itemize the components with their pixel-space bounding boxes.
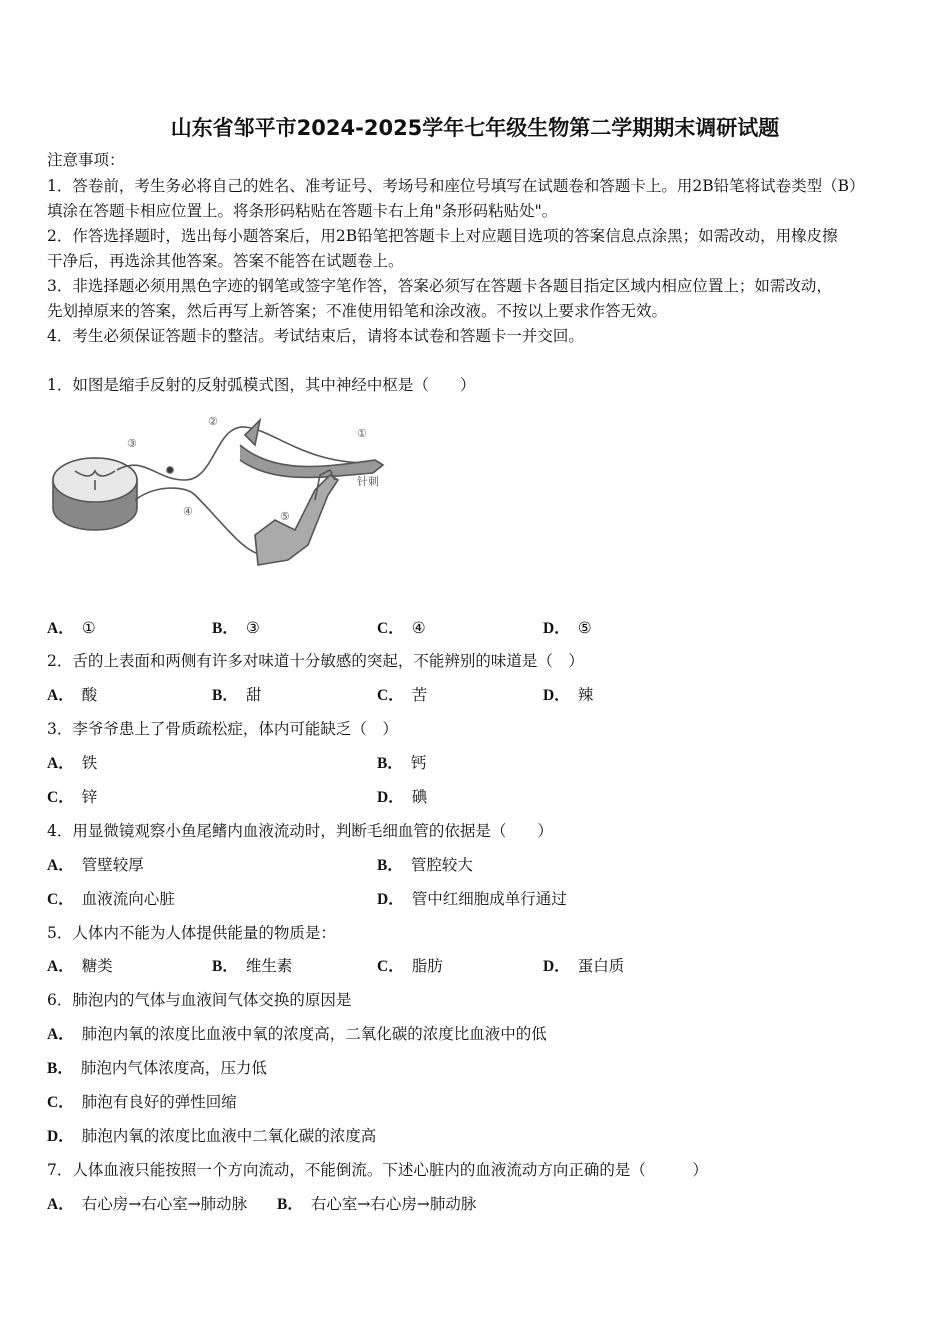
option-key: B． <box>212 958 238 975</box>
option-key: C． <box>377 620 404 637</box>
option-text: 维生素 <box>245 957 293 975</box>
option-c[interactable] <box>377 956 443 977</box>
option-text: ① <box>81 619 96 637</box>
option-key: D． <box>47 1128 74 1145</box>
option-text: ⑤ <box>577 619 592 637</box>
notice-line: 干净后，再选涂其他答案。答案不能答在试题卷上。 <box>47 252 404 270</box>
option-d[interactable] <box>543 618 592 639</box>
option-text: ④ <box>411 619 426 637</box>
option-b[interactable] <box>212 956 292 977</box>
option-text: 血液流向心脏 <box>81 890 175 908</box>
option-text: 肺泡内氧的浓度比血液中二氧化碳的浓度高 <box>81 1127 377 1145</box>
option-text: ③ <box>245 619 260 637</box>
option-c[interactable] <box>47 787 97 808</box>
option-c[interactable] <box>377 685 427 706</box>
option-b[interactable] <box>377 753 426 774</box>
notice-line: 2．作答选择题时，选出每小题答案后，用2B铅笔把答题卡上对应题目选项的答案信息点涂黑；如需改动，用橡皮擦 <box>47 227 838 245</box>
option-a[interactable] <box>47 1194 247 1215</box>
option-key: D． <box>543 620 570 637</box>
option-key: B． <box>277 1196 303 1213</box>
figure-label: ④ <box>183 505 193 518</box>
option-c[interactable] <box>47 1092 237 1113</box>
option-key: D． <box>543 958 570 975</box>
option-a[interactable] <box>47 685 97 706</box>
option-key: D． <box>377 789 404 806</box>
page-title: 山东省邹平市2024-2025学年七年级生物第二学期期末调研试题 <box>170 116 780 140</box>
option-b[interactable] <box>212 618 260 639</box>
option-a[interactable] <box>47 956 113 977</box>
option-key: C． <box>377 687 404 704</box>
option-a[interactable] <box>47 618 96 639</box>
option-text: 铁 <box>81 754 98 772</box>
option-text: 糖类 <box>81 957 113 975</box>
option-text: 肺泡有良好的弹性回缩 <box>81 1093 237 1111</box>
question-stem: 5．人体内不能为人体提供能量的物质是： <box>47 924 336 942</box>
question-stem: 1．如图是缩手反射的反射弧模式图，其中神经中枢是（ ） <box>47 376 476 394</box>
option-text: 碘 <box>411 788 428 806</box>
notice-line: 1．答卷前，考生务必将自己的姓名、准考证号、考场号和座位号填写在试题卷和答题卡上。用2B铅笔将试卷类型（B） <box>47 177 865 195</box>
option-key: A． <box>47 687 74 704</box>
option-key: B． <box>47 1060 73 1077</box>
question-stem: 4．用显微镜观察小鱼尾鳍内血液流动时，判断毛细血管的依据是（ ） <box>47 822 553 840</box>
option-text: 肺泡内气体浓度高，压力低 <box>80 1059 267 1077</box>
notice-heading: 注意事项： <box>47 151 125 169</box>
question-stem: 6．肺泡内的气体与血液间气体交换的原因是 <box>47 991 352 1009</box>
option-text: 管壁较厚 <box>81 856 144 874</box>
notice-line: 先划掉原来的答案，然后再写上新答案；不准使用铅笔和涂改液。不按以上要求作答无效。 <box>47 302 668 320</box>
figure-label: ③ <box>127 437 137 450</box>
option-a[interactable] <box>47 1024 547 1045</box>
option-b[interactable] <box>212 685 261 706</box>
option-key: C． <box>377 958 404 975</box>
option-d[interactable] <box>543 685 593 706</box>
option-b[interactable] <box>277 1194 476 1215</box>
option-text: 甜 <box>245 686 262 704</box>
option-text: 辣 <box>577 686 594 704</box>
option-a[interactable] <box>47 855 144 876</box>
question-stem: 3．李爷爷患上了骨质疏松症，体内可能缺乏（ ） <box>47 720 398 738</box>
figure-stimulus-label: 针刺 <box>357 475 379 488</box>
option-key: C． <box>47 1094 74 1111</box>
option-key: A． <box>47 755 74 772</box>
option-key: A． <box>47 620 74 637</box>
notice-line: 3．非选择题必须用黑色字迹的钢笔或签字笔作答，答案必须写在答题卡各题目指定区域内相应位置上；如需改动， <box>47 277 832 295</box>
option-text: 钙 <box>410 754 427 772</box>
option-key: C． <box>47 789 74 806</box>
reflex-arc-figure <box>45 405 395 600</box>
option-key: A． <box>47 1196 74 1213</box>
option-b[interactable] <box>47 1058 267 1079</box>
option-key: A． <box>47 1026 74 1043</box>
option-text: 锌 <box>81 788 98 806</box>
option-key: A． <box>47 857 74 874</box>
option-key: B． <box>212 687 238 704</box>
option-text: 管中红细胞成单行通过 <box>411 890 567 908</box>
option-b[interactable] <box>377 855 473 876</box>
option-text: 肺泡内氧的浓度比血液中氧的浓度高，二氧化碳的浓度比血液中的低 <box>81 1025 547 1043</box>
option-text: 脂肪 <box>411 957 443 975</box>
figure-label: ② <box>208 415 218 428</box>
option-key: D． <box>543 687 570 704</box>
option-text: 蛋白质 <box>577 957 625 975</box>
figure-label: ⑤ <box>280 510 290 523</box>
option-d[interactable] <box>377 787 427 808</box>
option-key: B． <box>377 857 403 874</box>
figure-label: ① <box>357 427 367 440</box>
notice-line: 4．考生必须保证答题卡的整洁。考试结束后，请将本试卷和答题卡一并交回。 <box>47 327 584 345</box>
option-d[interactable] <box>543 956 624 977</box>
option-d[interactable] <box>377 889 567 910</box>
option-c[interactable] <box>47 889 175 910</box>
option-key: A． <box>47 958 74 975</box>
option-a[interactable] <box>47 753 97 774</box>
option-key: C． <box>47 891 74 908</box>
option-text: 管腔较大 <box>410 856 473 874</box>
option-key: B． <box>377 755 403 772</box>
option-text: 右心房→右心室→肺动脉 <box>81 1195 248 1213</box>
option-key: B． <box>212 620 238 637</box>
option-text: 苦 <box>411 686 428 704</box>
notice-line: 填涂在答题卡相应位置上。将条形码粘贴在答题卡右上角"条形码粘贴处"。 <box>47 202 558 220</box>
option-text: 酸 <box>81 686 98 704</box>
option-key: D． <box>377 891 404 908</box>
option-d[interactable] <box>47 1126 376 1147</box>
option-text: 右心室→右心房→肺动脉 <box>310 1195 477 1213</box>
question-stem: 7．人体血液只能按照一个方向流动，不能倒流。下述心脏内的血液流动方向正确的是（ ） <box>47 1161 708 1179</box>
option-c[interactable] <box>377 618 426 639</box>
question-stem: 2．舌的上表面和两侧有许多对味道十分敏感的突起，不能辨别的味道是（ ） <box>47 652 584 670</box>
